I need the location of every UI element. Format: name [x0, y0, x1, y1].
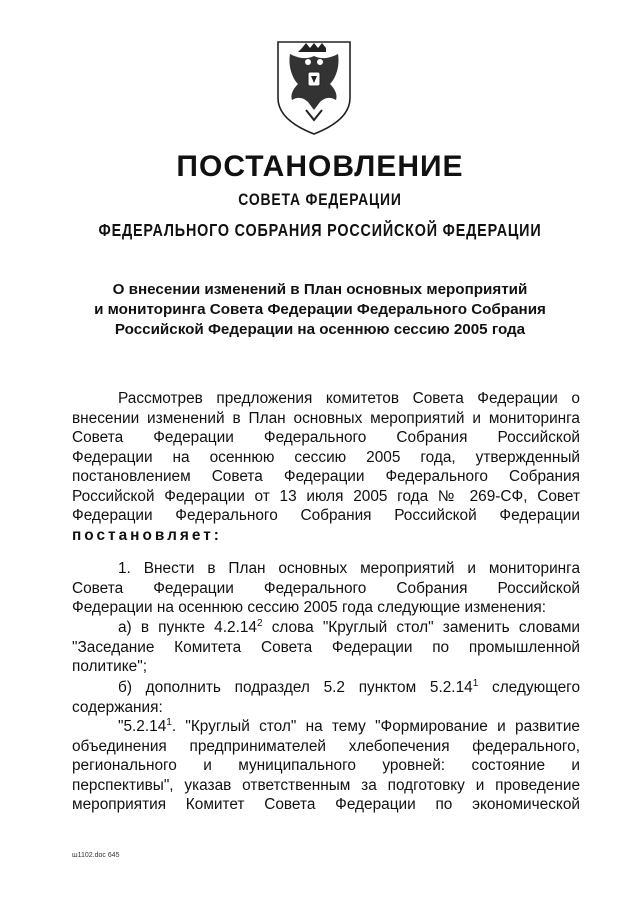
text-line: политике"; — [72, 658, 147, 675]
text-line: Совета Федерации Федерального Собрания Российской — [72, 579, 580, 597]
item-a-text-end: слова "Круглый стол" заменить словами — [262, 619, 580, 636]
issuer-line-2: ФЕДЕРАЛЬНОГО СОБРАНИЯ РОССИЙСКОЙ ФЕДЕРАЦИИ — [98, 220, 542, 240]
item-b-paragraph — [72, 678, 580, 717]
subject-line: О внесении изменений в План основных мероприятий — [112, 281, 528, 298]
item-b-text-end: следующего — [478, 679, 580, 696]
text-line: внесении изменений в План основных мероприятий и мониторинга — [72, 409, 580, 427]
text-line: Российской Федерации от 13 июля 2005 года № 269-СФ, Совет — [72, 487, 580, 505]
item-b-text-start: б) дополнить подраздел 5.2 пунктом 5.2.14 — [118, 679, 473, 696]
document-type-title: ПОСТАНОВЛЕНИЕ — [176, 150, 464, 183]
text-line: Совета Федерации Федерального Собрания Российской — [72, 429, 580, 446]
superscript: 1 — [472, 677, 479, 689]
preamble-paragraph — [72, 389, 580, 545]
subject-line: Российской Федерации на осеннюю сессию 2005 года — [114, 321, 526, 338]
text-line: объединения предпринимателей хлебопечения федерального, — [72, 737, 580, 755]
file-code-footer: ш1102.doc 645 — [72, 852, 120, 859]
text-line — [72, 618, 580, 638]
quote-text-start: "5.2.14 — [118, 718, 167, 735]
superscript: 2 — [256, 617, 263, 629]
text-line: мероприятия Комитет Совета Федерации по экономической — [72, 796, 580, 813]
document-subject — [80, 280, 560, 340]
item-a-paragraph — [72, 618, 580, 677]
resolves-keyword: постановляет: — [72, 526, 222, 544]
issuer-line-1: СОВЕТА ФЕДЕРАЦИИ — [238, 190, 402, 209]
text-line: Рассмотрев предложения комитетов Совета Федерации о — [118, 390, 580, 407]
text-line — [72, 717, 580, 737]
subject-line: и мониторинга Совета Федерации Федерального Собрания — [94, 301, 546, 318]
russian-coat-of-arms-icon — [272, 38, 356, 136]
item-1-paragraph — [72, 559, 580, 618]
text-line: "Заседание Комитета Совета Федерации по промышленной — [72, 638, 580, 656]
quoted-item-paragraph — [72, 717, 580, 815]
text-line: перспективы", указав ответственным за подготовку и проведение — [72, 776, 580, 794]
text-line: Федерации на осеннюю сессию 2005 года, утвержденный — [72, 448, 580, 466]
text-line: постановлением Совета Федерации Федерального Собрания — [72, 468, 580, 485]
text-line: 1. Внести в План основных мероприятий и мониторинга — [118, 560, 580, 577]
item-a-text-start: а) в пункте 4.2.14 — [118, 619, 257, 636]
quote-text-end: . "Круглый стол" на тему "Формирование и развитие — [171, 718, 580, 735]
text-line — [72, 678, 580, 698]
text-line: регионального и муниципального уровней: состояние и — [72, 757, 580, 774]
text-line: Федерации Федерального Собрания Российской Федерации — [72, 507, 580, 524]
text-line: содержания: — [72, 698, 163, 716]
superscript: 1 — [166, 716, 172, 728]
text-line: Федерации на осеннюю сессию 2005 года следующие изменения: — [72, 599, 547, 616]
